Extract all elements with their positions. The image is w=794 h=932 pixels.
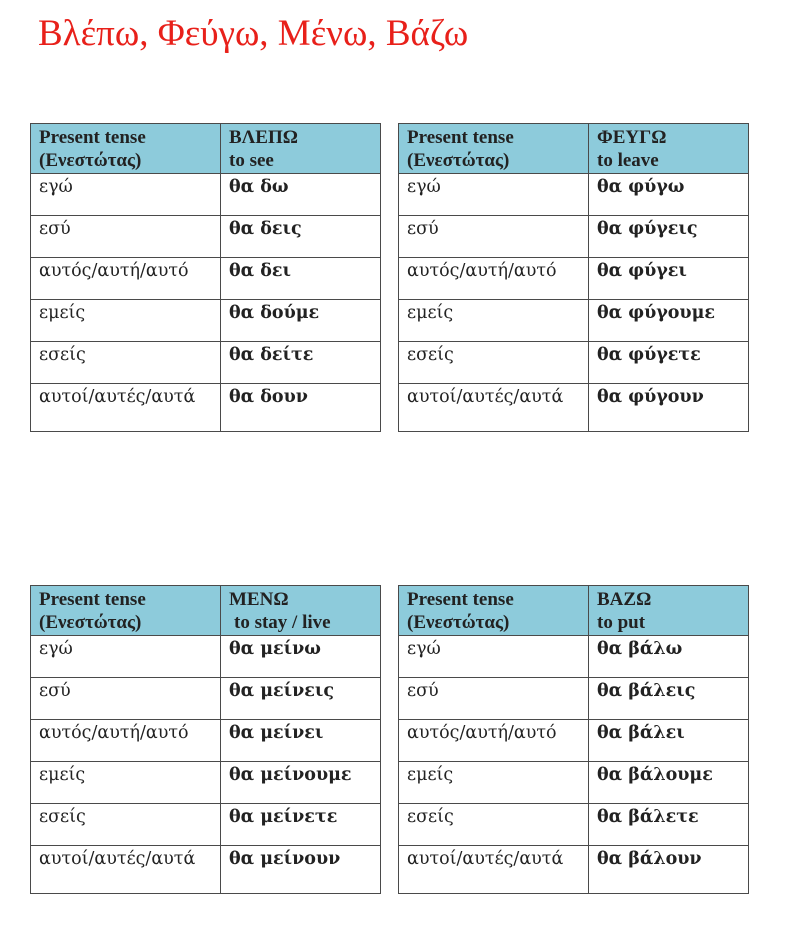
pronoun-cell: αυτοί/αυτές/αυτά: [31, 384, 221, 432]
verb-form-cell: θα δω: [221, 174, 381, 216]
conjugation-table-meno: [30, 585, 381, 894]
pronoun-cell: εγώ: [31, 636, 221, 678]
table-row: [31, 846, 381, 894]
pronoun-cell: εσείς: [31, 342, 221, 384]
table-header-row: [399, 124, 749, 174]
verb-meaning: to see: [229, 150, 274, 171]
verb-form-cell: θα μείνω: [221, 636, 381, 678]
pronoun-cell: εμείς: [31, 762, 221, 804]
tense-greek-label: (Ενεστώτας): [39, 150, 142, 171]
table-row: [31, 804, 381, 846]
pronoun-cell: αυτός/αυτή/αυτό: [31, 258, 221, 300]
verb-header-cell: [221, 124, 381, 174]
tense-label: Present tense: [39, 127, 146, 148]
verb-form-cell: θα φύγουμε: [589, 300, 749, 342]
verb-name: ΒΛΕΠΩ: [229, 127, 298, 148]
verb-form-cell: θα μείνετε: [221, 804, 381, 846]
pronoun-cell: εμείς: [31, 300, 221, 342]
tense-label: Present tense: [407, 127, 514, 148]
verb-form-cell: θα φύγουν: [589, 384, 749, 432]
verb-meaning: to put: [597, 612, 646, 633]
table-row: [31, 636, 381, 678]
tense-header-cell: [31, 586, 221, 636]
verb-name: ΒΑΖΩ: [597, 589, 652, 610]
table-row: [399, 216, 749, 258]
conjugation-table-fevgo: [398, 123, 749, 432]
pronoun-cell: αυτοί/αυτές/αυτά: [31, 846, 221, 894]
tense-greek-label: (Ενεστώτας): [407, 612, 510, 633]
table-row: [31, 216, 381, 258]
pronoun-cell: αυτοί/αυτές/αυτά: [399, 384, 589, 432]
table-row: [399, 678, 749, 720]
table-row: [399, 846, 749, 894]
table-row: [31, 384, 381, 432]
verb-form-cell: θα βάλουν: [589, 846, 749, 894]
pronoun-cell: αυτός/αυτή/αυτό: [31, 720, 221, 762]
verb-meaning: to stay / live: [234, 612, 331, 633]
verb-name: ΜΕΝΩ: [229, 589, 289, 610]
verb-form-cell: θα δούμε: [221, 300, 381, 342]
table-row: [31, 720, 381, 762]
table-row: [31, 258, 381, 300]
verb-form-cell: θα φύγει: [589, 258, 749, 300]
tense-label: Present tense: [407, 589, 514, 610]
table-row: [399, 174, 749, 216]
table-row: [399, 636, 749, 678]
verb-header-cell: [589, 586, 749, 636]
table-row: [31, 342, 381, 384]
pronoun-cell: εσείς: [31, 804, 221, 846]
table-row: [31, 678, 381, 720]
tense-header-cell: [399, 124, 589, 174]
pronoun-cell: εσύ: [31, 678, 221, 720]
pronoun-cell: αυτός/αυτή/αυτό: [399, 720, 589, 762]
pronoun-cell: εσείς: [399, 804, 589, 846]
verb-header-cell: [221, 586, 381, 636]
verb-form-cell: θα βάλετε: [589, 804, 749, 846]
verb-form-cell: θα βάλουμε: [589, 762, 749, 804]
table-row: [31, 762, 381, 804]
pronoun-cell: εγώ: [399, 636, 589, 678]
table-header-row: [31, 124, 381, 174]
table-header-row: [31, 586, 381, 636]
verb-header-cell: [589, 124, 749, 174]
verb-form-cell: θα βάλει: [589, 720, 749, 762]
pronoun-cell: εσύ: [399, 216, 589, 258]
table-row: [399, 762, 749, 804]
tense-greek-label: (Ενεστώτας): [407, 150, 510, 171]
table-header-row: [399, 586, 749, 636]
verb-form-cell: θα δεις: [221, 216, 381, 258]
table-row: [31, 174, 381, 216]
pronoun-cell: εσύ: [31, 216, 221, 258]
table-row: [399, 300, 749, 342]
pronoun-cell: αυτός/αυτή/αυτό: [399, 258, 589, 300]
verb-form-cell: θα δουν: [221, 384, 381, 432]
verb-form-cell: θα βάλεις: [589, 678, 749, 720]
table-row: [399, 804, 749, 846]
pronoun-cell: εμείς: [399, 300, 589, 342]
verb-form-cell: θα μείνουμε: [221, 762, 381, 804]
pronoun-cell: εσύ: [399, 678, 589, 720]
table-row: [399, 342, 749, 384]
page-title: Βλέπω, Φεύγω, Μένω, Βάζω: [38, 13, 469, 54]
pronoun-cell: εμείς: [399, 762, 589, 804]
verb-form-cell: θα μείνει: [221, 720, 381, 762]
verb-form-cell: θα φύγω: [589, 174, 749, 216]
table-row: [399, 258, 749, 300]
tense-greek-label: (Ενεστώτας): [39, 612, 142, 633]
pronoun-cell: αυτοί/αυτές/αυτά: [399, 846, 589, 894]
tense-header-cell: [399, 586, 589, 636]
verb-name: ΦΕΥΓΩ: [597, 127, 667, 148]
pronoun-cell: εγώ: [31, 174, 221, 216]
verb-form-cell: θα μείνουν: [221, 846, 381, 894]
verb-form-cell: θα δει: [221, 258, 381, 300]
verb-form-cell: θα δείτε: [221, 342, 381, 384]
table-row: [399, 720, 749, 762]
verb-form-cell: θα βάλω: [589, 636, 749, 678]
table-row: [399, 384, 749, 432]
table-row: [31, 300, 381, 342]
tense-label: Present tense: [39, 589, 146, 610]
verb-form-cell: θα φύγεις: [589, 216, 749, 258]
conjugation-table-vazo: [398, 585, 749, 894]
tense-header-cell: [31, 124, 221, 174]
conjugation-table-blepo: [30, 123, 381, 432]
pronoun-cell: εσείς: [399, 342, 589, 384]
verb-form-cell: θα φύγετε: [589, 342, 749, 384]
pronoun-cell: εγώ: [399, 174, 589, 216]
verb-meaning: to leave: [597, 150, 659, 171]
verb-form-cell: θα μείνεις: [221, 678, 381, 720]
